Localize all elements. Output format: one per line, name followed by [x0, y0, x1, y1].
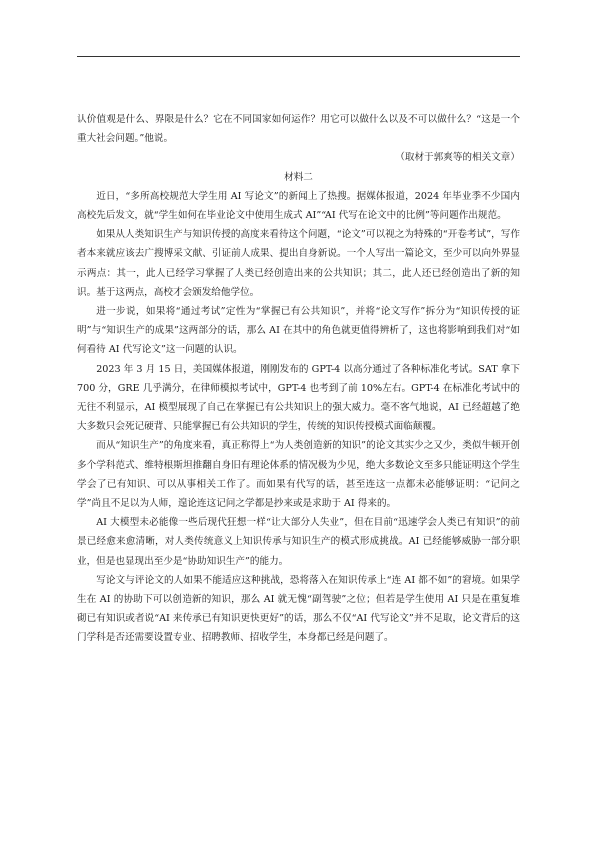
section-heading: 材料二 — [284, 171, 313, 183]
document-body — [77, 110, 520, 648]
paragraph: AI 大模型未必能像一些后现代狂想一样“让大部分人失业”，但在目前“迅速学会人类已有知识”的前景已经愈来愈清晰，对人类传统意义上知识传承与知识生产的模式形成挑战。AI 已经能够威胁一部分职业，但是也显现出至少是“协助知识生产”的能力。 — [77, 517, 520, 567]
paragraph: 2023 年 3 月 15 日，美国媒体报道，刚刚发布的 GPT-4 以高分通过了各种标准化考试。SAT 拿下 700 分，GRE 几乎满分，在律师模拟考试中，GPT-4 也考到了前 10%左右。GPT-4 在标准化考试中的无往不利显示，AI 模型展现了自己在掌握已有公共知识上的强大威力。毫不客气地说，AI 已经超越了绝大多数只会死记硬背、只能掌握已有公共知识的学生，传统的知识传授模式面临颠覆。 — [77, 363, 520, 433]
paragraph: 近日，“多所高校规范大学生用 AI 写论文”的新闻上了热搜。据媒体报道，2024 年毕业季不少国内高校先后发文，就“学生如何在毕业论文中使用生成式 AI”“AI 代写在论文中的比例”等问题作出规范。 — [77, 190, 520, 222]
paragraph: 进一步说，如果将“通过考试”定性为“掌握已有公共知识”，并将“论文写作”拆分为“知识传授的证明”与“知识生产的成果”这两部分的话，那么 AI 在其中的角色就更值得辨析了，这也将影响到我们对“如何看待 AI 代写论文”这一问题的认识。 — [77, 306, 520, 356]
header-rule — [77, 56, 520, 57]
paragraph: 而从“知识生产”的角度来看，真正称得上“为人类创造新的知识”的论文其实少之又少，类似牛顿开创多个学科范式、维特根斯坦推翻自身旧有理论体系的情况极为少见，绝大多数论文至多只能证明这个学生学会了已有知识、可以从事相关工作了。而如果有代写的话，甚至连这一点都未必能够证明：“记问之学”尚且不足以为人师，遑论连这记问之学都是抄来或是求助于 AI 得来的。 — [77, 440, 520, 510]
paragraph: 如果从人类知识生产与知识传授的高度来看待这个问题，“论文”可以视之为特殊的“开卷考试”，写作者本来就应该去广搜博采文献、引证前人成果、提出自身新说。一个人写出一篇论文，至少可以向外界显示两点：其一，此人已经学习掌握了人类已经创造出来的公共知识；其二，此人还已经创造出了新的知识。基于这两点，高校才会颁发给他学位。 — [77, 229, 520, 298]
opening-paragraph: 认价值观是什么、界限是什么？它在不同国家如何运作？用它可以做什么以及不可以做什么？“这是一个重大社会问题。”他说。 — [77, 114, 520, 145]
source-note: （取材于郭爽等的相关文章） — [395, 152, 520, 164]
paragraph: 写论文与评论文的人如果不能适应这种挑战，恐将落入在知识传承上“连 AI 都不如”的窘境。如果学生在 AI 的协助下可以创造新的知识，那么 AI 就无愧“副驾驶”之位；但若是学生使用 AI 只是在重复堆砌已有知识或者说“AI 来传承已有知识更快更好”的话，那么不仅“AI 代写论文”并不足取，论文背后的这门学科是否还需要设置专业、招聘教师、招收学生，本身都已经是问题了。 — [77, 574, 520, 644]
